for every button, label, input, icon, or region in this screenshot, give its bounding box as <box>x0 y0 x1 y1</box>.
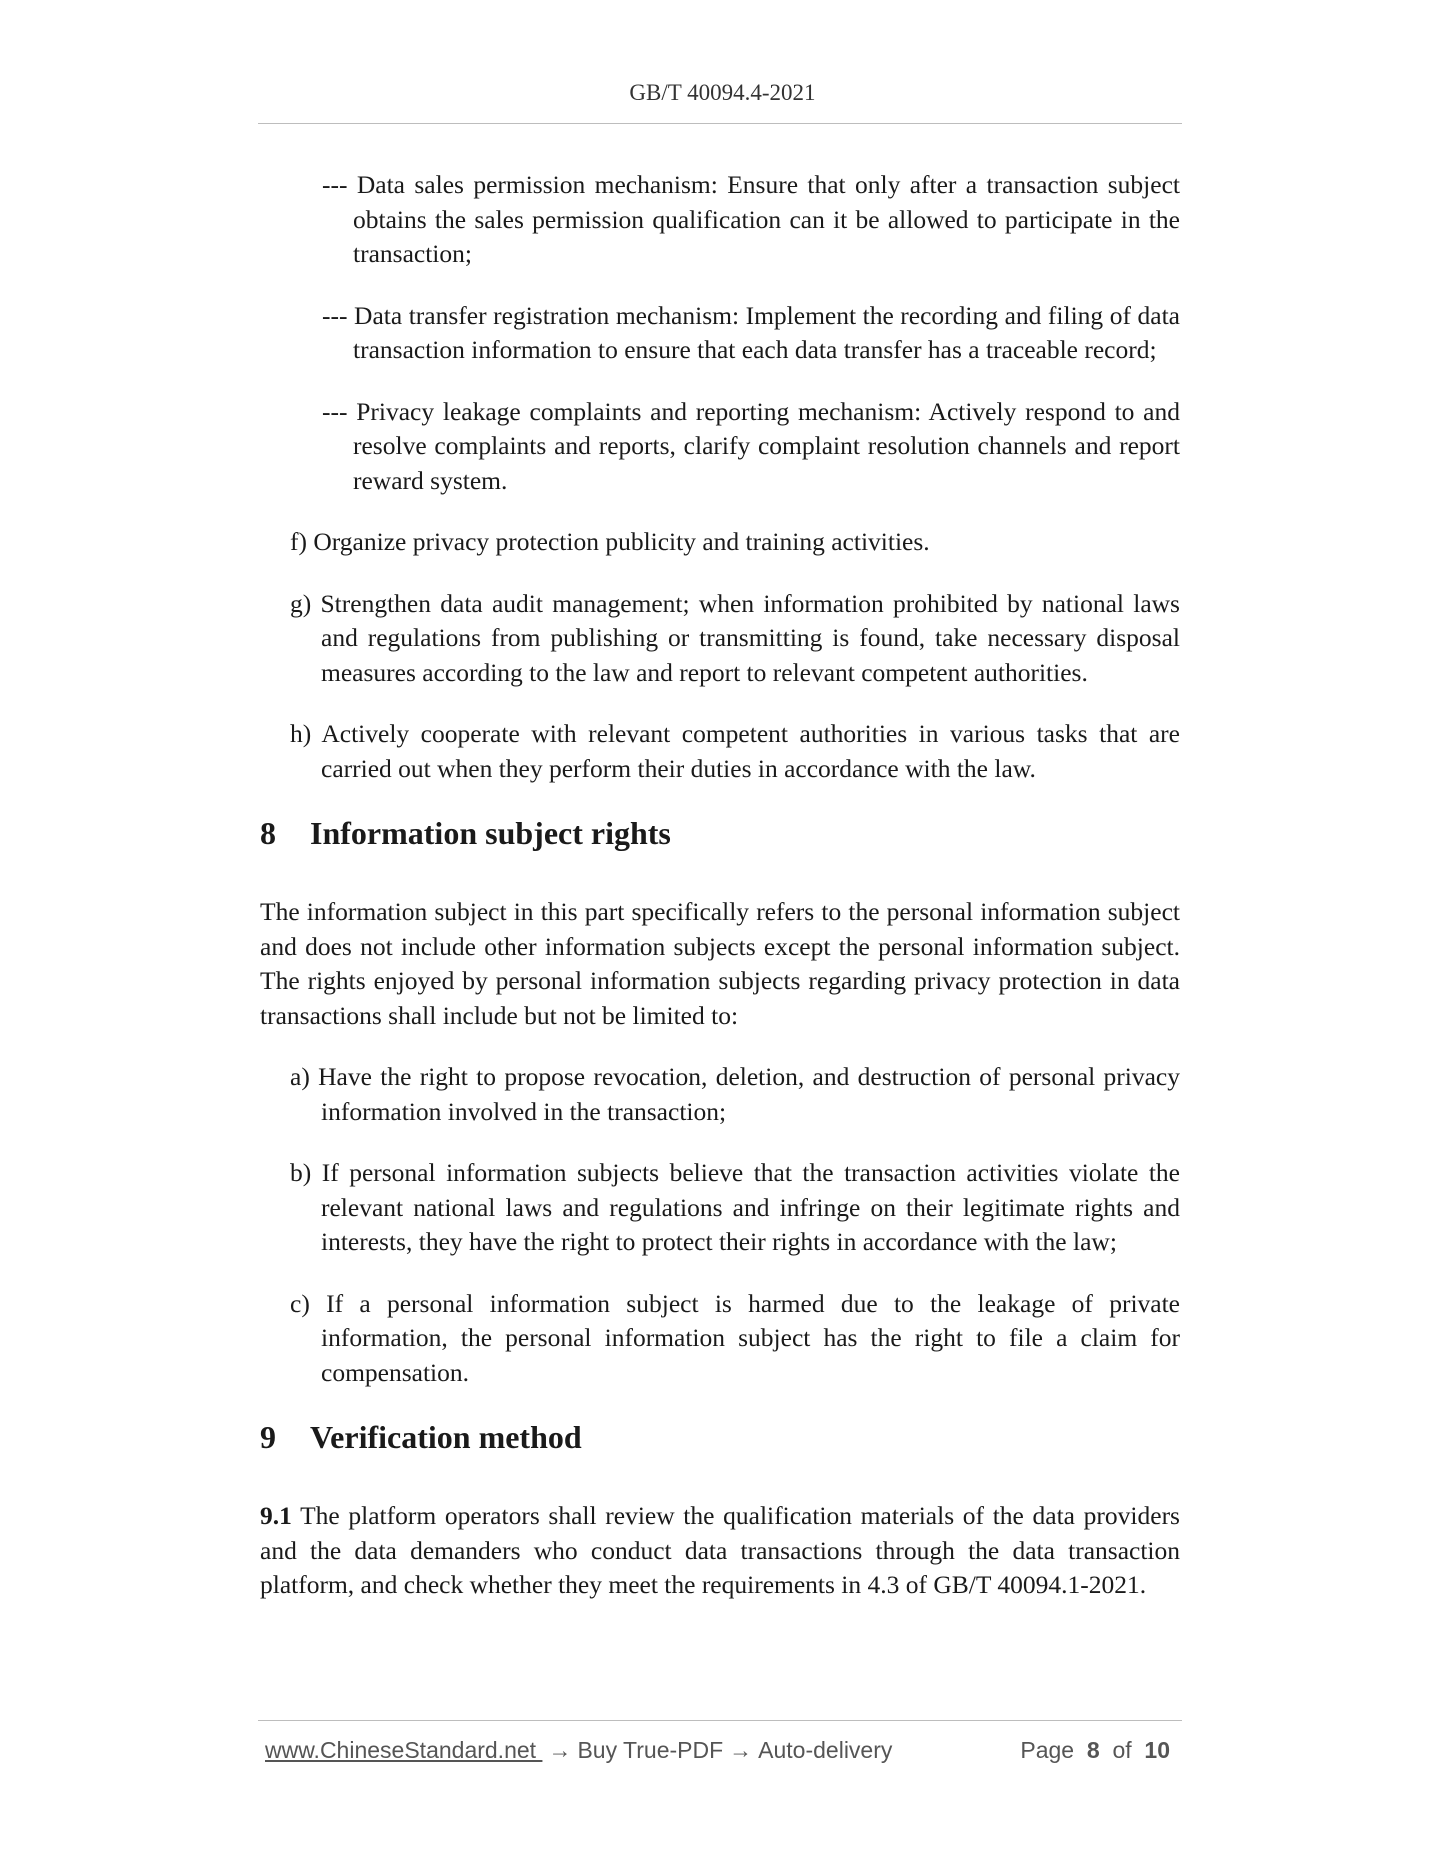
list-item-h: h) Actively cooperate with relevant competent authorities in various tasks that are carried out when they perform their duties in accordance with the law. <box>290 719 1180 783</box>
section-8-heading <box>260 813 1180 853</box>
arrow-right-icon: → <box>548 1737 572 1763</box>
section-8-intro: The information subject in this part specifically refers to the personal information subject and does not include other information subjects except the personal information subject. The rights enjoyed by personal information subjects regarding privacy protection in data transactions shall include but not be limited to: <box>260 897 1180 1030</box>
dash-item-privacy-complaints: --- Privacy leakage complaints and reporting mechanism: Actively respond to and resolve complaints and reports, clarify complaint resolution channels and report reward system. <box>322 396 1180 495</box>
total-pages-number: 10 <box>1144 1737 1170 1763</box>
page-footer <box>265 1730 1180 1770</box>
buy-true-pdf-text: Buy True-PDF <box>577 1737 724 1763</box>
page-content <box>260 168 1180 1630</box>
section-8-title: Information subject rights <box>310 815 671 851</box>
footer-divider <box>258 1720 1182 1721</box>
page-label: Page <box>1020 1737 1075 1763</box>
current-page-number: 8 <box>1086 1737 1100 1763</box>
section-8-item-b: b) If personal information subjects believe that the transaction activities violate the relevant national laws and regulations and infringe on their legitimate rights and interests, they have the right to protect their rights in accordance with the law; <box>290 1158 1180 1256</box>
auto-delivery-text: Auto-delivery <box>758 1737 893 1763</box>
list-item-g: g) Strengthen data audit management; when information prohibited by national laws and regulations from publishing or transmitting is found, take necessary disposal measures according to the law and report to relevant competent authorities. <box>290 588 1180 687</box>
clause-9-1-text: The platform operators shall review the qualification materials of the data providers and the data demanders who conduct data transactions through the data transaction platform, and check whether they meet the requirements in 4.3 of GB/T 40094.1-2021. <box>260 1501 1180 1599</box>
header-divider <box>258 123 1182 124</box>
dash-item-transfer-registration: --- Data transfer registration mechanism: Implement the recording and filing of data transaction information to ensure that each data transfer has a traceable record; <box>322 300 1180 364</box>
section-8-item-c: c) If a personal information subject is harmed due to the leakage of private information, the personal information subject has the right to file a claim for compensation. <box>290 1288 1180 1387</box>
running-header: GB/T 40094.4-2021 <box>629 80 816 105</box>
section-8-number: 8 <box>260 815 276 851</box>
clause-9-1-number: 9.1 <box>260 1501 292 1530</box>
arrow-right-icon-2: → <box>729 1737 753 1763</box>
section-9-title: Verification method <box>310 1419 582 1455</box>
section-9-number: 9 <box>260 1419 276 1455</box>
clause-9-1 <box>260 1499 1180 1603</box>
page-indicator <box>1020 1730 1170 1770</box>
dash-item-sales-permission: --- Data sales permission mechanism: Ensure that only after a transaction subject obtains the sales permission qualification can it be allowed to participate in the transaction; <box>322 170 1180 268</box>
of-label: of <box>1112 1737 1132 1763</box>
chinesestandard-link[interactable]: www.ChineseStandard.net <box>265 1737 543 1763</box>
list-item-f: f) Organize privacy protection publicity and training activities. <box>290 527 930 556</box>
section-8-item-a: a) Have the right to propose revocation, deletion, and destruction of personal privacy information involved in the transaction; <box>290 1062 1180 1126</box>
section-9-heading <box>260 1417 1180 1457</box>
